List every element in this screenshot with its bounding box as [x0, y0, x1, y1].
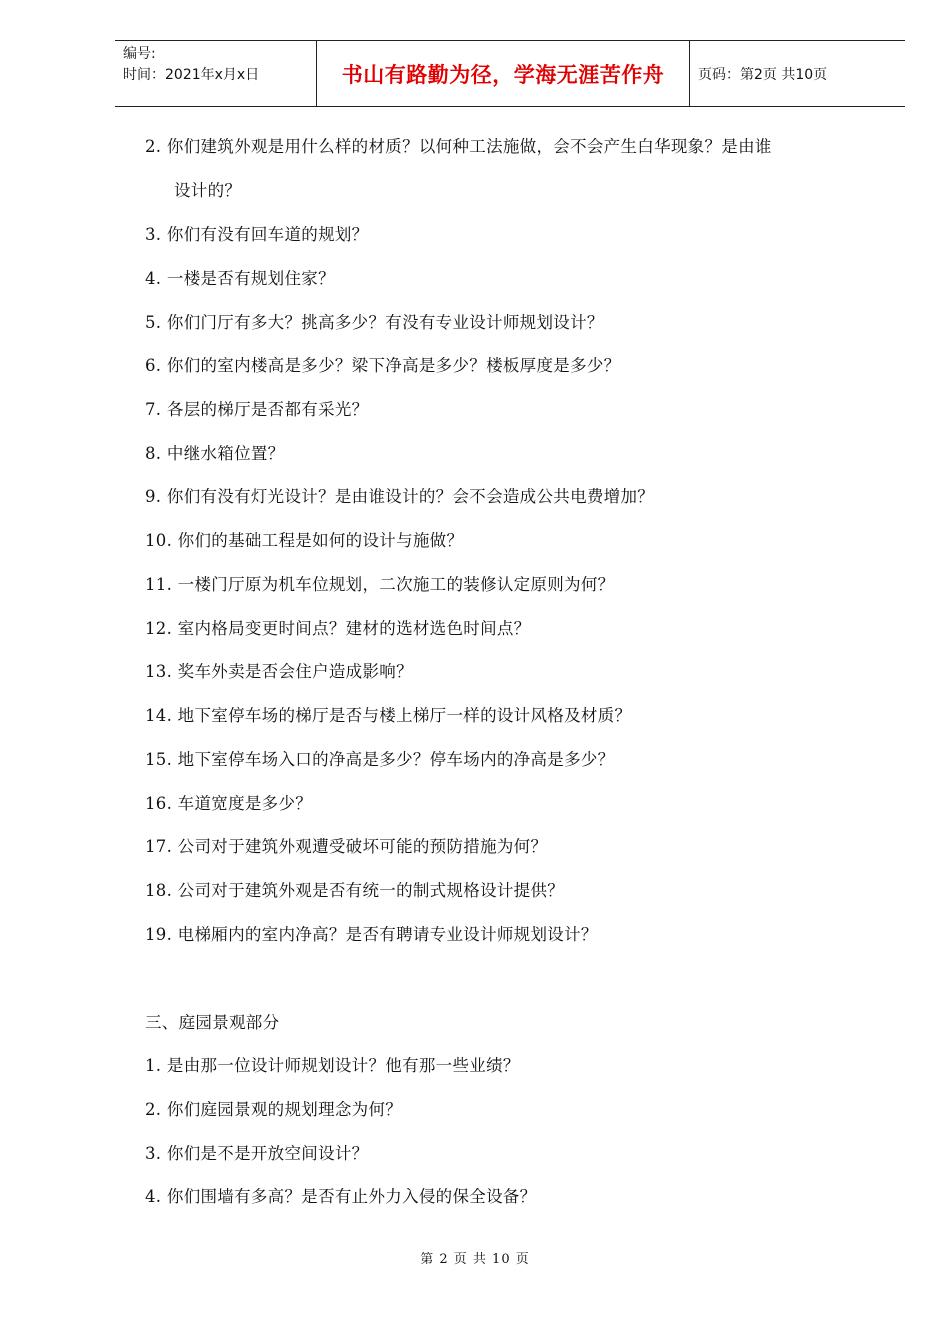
list-item: 18. 公司对于建筑外观是否有统一的制式规格设计提供？	[145, 881, 565, 900]
header-page-cell	[690, 41, 905, 106]
list-item: 19. 电梯厢内的室内净高？是否有聘请专业设计师规划设计？	[145, 925, 598, 944]
serial-label: 编号:	[123, 46, 156, 62]
page-header	[115, 40, 905, 107]
section-heading: 三、庭园景观部分	[145, 1013, 280, 1032]
list-item: 9. 你们有没有灯光设计？是由谁设计的？会不会造成公共电费增加？	[145, 487, 655, 506]
list-item: 8. 中继水箱位置？	[145, 444, 285, 463]
list-item-continuation: 设计的？	[174, 181, 242, 200]
list-item: 6. 你们的室内楼高是多少？梁下净高是多少？楼板厚度是多少？	[145, 356, 621, 375]
list-item: 2. 你们建筑外观是用什么样的材质？以何种工法施做，会不会产生白华现象？是由谁	[145, 137, 772, 156]
list-item: 3. 你们是不是开放空间设计？	[145, 1144, 369, 1163]
time-label: 时间：2021年x月x日	[123, 67, 260, 83]
motto: 书山有路勤为径，学海无涯苦作舟	[341, 62, 665, 87]
page-label: 页码：第2页 共10页	[698, 66, 828, 83]
list-item: 1. 是由那一位设计师规划设计？他有那一些业绩？	[145, 1056, 520, 1075]
list-item: 7. 各层的梯厅是否都有采光？	[145, 400, 369, 419]
list-item: 11. 一楼门厅原为机车位规划，二次施工的装修认定原则为何？	[145, 575, 615, 594]
list-item: 3. 你们有没有回车道的规划？	[145, 225, 369, 244]
page-footer	[0, 1248, 950, 1267]
header-meta	[115, 41, 317, 106]
list-item: 16. 车道宽度是多少？	[145, 794, 313, 813]
list-item: 13. 奖车外卖是否会住户造成影响？	[145, 662, 413, 681]
list-item: 10. 你们的基础工程是如何的设计与施做？	[145, 531, 464, 550]
list-item: 12. 室内格局变更时间点？建材的选材选色时间点？	[145, 619, 531, 638]
header-motto-cell	[317, 41, 690, 106]
list-item: 17. 公司对于建筑外观遭受破坏可能的预防措施为何？	[145, 837, 548, 856]
list-item: 5. 你们门厅有多大？挑高多少？有没有专业设计师规划设计？	[145, 313, 604, 332]
list-item: 14. 地下室停车场的梯厅是否与楼上梯厅一样的设计风格及材质？	[145, 706, 632, 725]
footer-page-number: 第 2 页 共 10 页	[420, 1252, 530, 1267]
list-item: 4. 一楼是否有规划住家？	[145, 269, 335, 288]
list-item: 2. 你们庭园景观的规划理念为何？	[145, 1100, 403, 1119]
list-item: 15. 地下室停车场入口的净高是多少？停车场内的净高是多少？	[145, 750, 615, 769]
list-item: 4. 你们围墙有多高？是否有止外力入侵的保全设备？	[145, 1187, 537, 1206]
